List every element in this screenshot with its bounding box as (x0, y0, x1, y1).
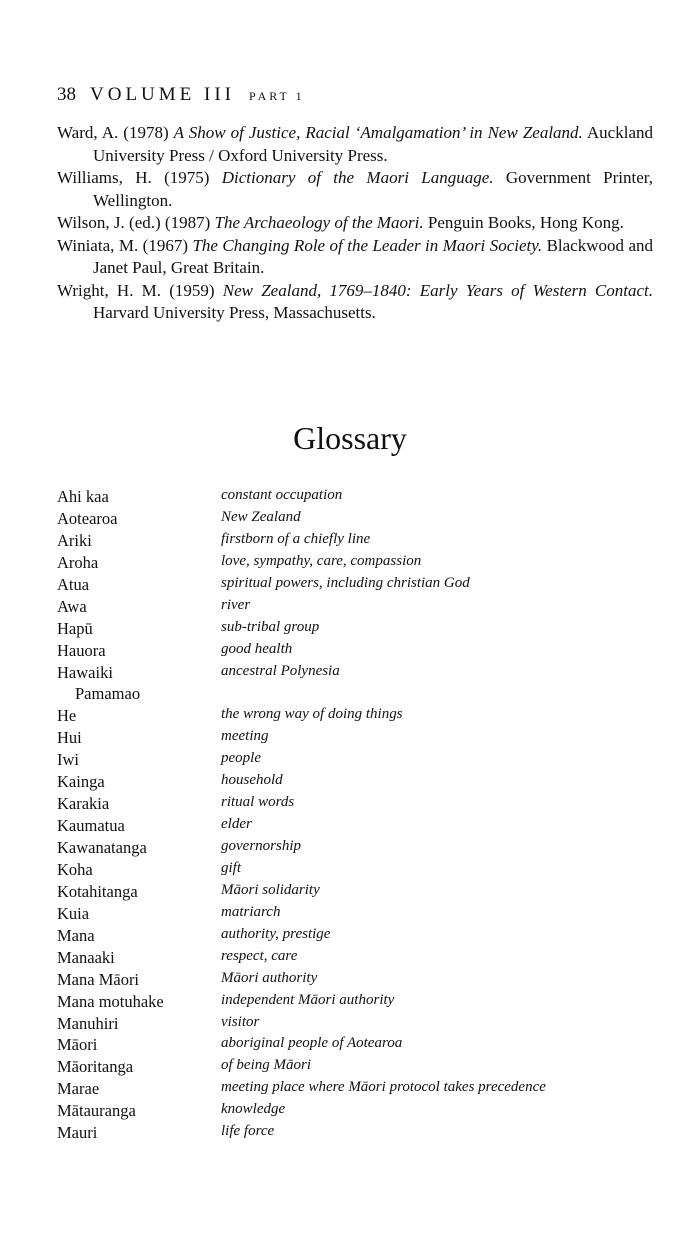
glossary-term: Māori (57, 1035, 98, 1055)
glossary-term: Hapū (57, 618, 93, 638)
glossary-definition: gift (221, 859, 242, 876)
glossary-row (57, 992, 667, 1014)
reference-title: The Changing Role of the Leader in Maori Society. (192, 235, 543, 255)
glossary-definition: love, sympathy, care, compassion (221, 552, 422, 569)
glossary-row (57, 772, 667, 794)
reference-entry (57, 167, 653, 212)
reference-title: A Show of Justice, Racial ‘Amalgamation’ in New Zealand. (173, 123, 583, 142)
glossary-definition: people (221, 750, 261, 767)
volume-label: VOLUME III (90, 84, 236, 105)
glossary-term: Aroha (57, 552, 99, 572)
glossary-row (57, 509, 667, 531)
glossary-row (57, 1035, 667, 1057)
glossary-definition: Māori solidarity (221, 881, 320, 898)
glossary-row (57, 860, 667, 882)
glossary-definition: sub-tribal group (221, 618, 320, 635)
glossary-term: Kuia (57, 903, 90, 923)
glossary-row (57, 553, 667, 575)
glossary-term: Marae (57, 1079, 100, 1099)
glossary-definition: respect, care (221, 947, 298, 964)
reference-title: New Zealand, 1769–1840: Early Years of Western Contact. (222, 280, 654, 300)
glossary-term: Mana (57, 925, 95, 945)
glossary-term: Atua (57, 574, 90, 594)
glossary-definition: constant occupation (221, 487, 343, 503)
glossary-term: Kawanatanga (57, 838, 147, 857)
glossary-row (57, 794, 667, 816)
reference-title: Dictionary of the Maori Language. (221, 168, 494, 187)
glossary-definition: meeting (221, 728, 269, 745)
reference-author: Williams, H. (1975) (57, 168, 210, 187)
glossary-term: Mana motuhake (57, 991, 164, 1011)
reference-publisher: Blackwood and Janet Paul, Great Britain. (93, 235, 653, 277)
reference-publisher: Penguin Books, Hong Kong. (427, 213, 624, 232)
glossary-definition: knowledge (221, 1101, 286, 1118)
glossary-definition: household (221, 772, 283, 789)
glossary-definition: elder (221, 816, 252, 833)
glossary-row (57, 531, 667, 553)
glossary-row (57, 597, 667, 619)
reference-publisher: Auckland University Press / Oxford University Press. (93, 123, 653, 165)
glossary-definition: spiritual powers, including christian God (221, 574, 470, 591)
glossary-definition: meeting place where Māori protocol takes precedence (221, 1079, 546, 1096)
running-header (57, 84, 305, 106)
glossary-definition: visitor (221, 1013, 260, 1030)
glossary-term: Mātauranga (57, 1101, 136, 1121)
reference-author: Wilson, J. (ed.) (1987) (57, 213, 211, 232)
glossary-term: Awa (57, 596, 87, 616)
glossary-row (57, 684, 667, 706)
glossary-term: Hauora (57, 640, 106, 660)
glossary-term: Hawaiki (57, 662, 113, 682)
glossary-row (57, 663, 667, 685)
glossary-row (57, 838, 667, 860)
reference-publisher: Harvard University Press, Massachusetts. (93, 303, 376, 322)
glossary-row (57, 750, 667, 772)
reference-author: Ward, A. (1978) (57, 123, 169, 142)
glossary-term: Kaumatua (57, 816, 125, 836)
glossary-definition: firstborn of a chiefly line (221, 530, 371, 547)
reference-entry (57, 280, 653, 325)
glossary-term: Mauri (57, 1123, 98, 1143)
glossary-term: Mana Māori (57, 969, 140, 989)
reference-entry (57, 235, 653, 280)
glossary-list (57, 487, 667, 1145)
glossary-definition: New Zealand (221, 508, 301, 525)
glossary-definition: life force (221, 1123, 275, 1140)
glossary-definition: governorship (221, 838, 301, 854)
glossary-term: Māoritanga (57, 1057, 134, 1077)
glossary-term: Ahi kaa (57, 487, 109, 506)
glossary-definition: matriarch (221, 903, 281, 920)
reference-author: Winiata, M. (1967) (57, 235, 188, 255)
glossary-definition: of being Māori (221, 1057, 311, 1074)
glossary-row (57, 948, 667, 970)
glossary-row (57, 904, 667, 926)
glossary-row (57, 487, 667, 509)
reference-entry (57, 212, 653, 235)
glossary-term: Koha (57, 859, 93, 879)
glossary-definition: ritual words (221, 794, 295, 811)
glossary-row (57, 1101, 667, 1123)
glossary-row (57, 575, 667, 597)
reference-author: Wright, H. M. (1959) (57, 280, 215, 300)
glossary-definition: independent Māori authority (221, 991, 395, 1008)
glossary-definition: good health (221, 640, 293, 657)
glossary-title: Glossary (293, 420, 407, 456)
glossary-row (57, 1123, 667, 1145)
part-label: PART 1 (249, 89, 305, 103)
glossary-term: Ariki (57, 530, 92, 550)
glossary-row (57, 641, 667, 663)
glossary-term: Karakia (57, 794, 110, 814)
glossary-row (57, 619, 667, 641)
glossary-row (57, 882, 667, 904)
glossary-row (57, 1057, 667, 1079)
glossary-term: Kotahitanga (57, 881, 138, 901)
glossary-row (57, 706, 667, 728)
glossary-row (57, 970, 667, 992)
reference-title: The Archaeology of the Maori. (214, 213, 424, 232)
reference-list (57, 122, 653, 325)
glossary-definition: river (221, 596, 251, 613)
glossary-term: Iwi (57, 750, 79, 770)
glossary-row (57, 816, 667, 838)
glossary-term: Aotearoa (57, 508, 118, 528)
glossary-definition: authority, prestige (221, 925, 331, 942)
glossary-term: He (57, 706, 77, 726)
glossary-row (57, 1079, 667, 1101)
glossary-term: Pamamao (75, 684, 141, 704)
glossary-row (57, 1014, 667, 1036)
glossary-term: Hui (57, 728, 82, 748)
glossary-row (57, 926, 667, 948)
glossary-definition: Māori authority (221, 969, 318, 986)
glossary-definition: ancestral Polynesia (221, 662, 340, 679)
reference-publisher: Government Printer, Wellington. (93, 168, 654, 210)
glossary-definition: the wrong way of doing things (221, 706, 403, 723)
glossary-term: Manuhiri (57, 1013, 119, 1033)
glossary-row (57, 728, 667, 750)
glossary-term: Kainga (57, 772, 105, 792)
glossary-definition: aboriginal people of Aotearoa (221, 1035, 403, 1052)
reference-entry (57, 122, 653, 167)
glossary-term: Manaaki (57, 947, 115, 967)
page-number: 38 (57, 84, 76, 105)
